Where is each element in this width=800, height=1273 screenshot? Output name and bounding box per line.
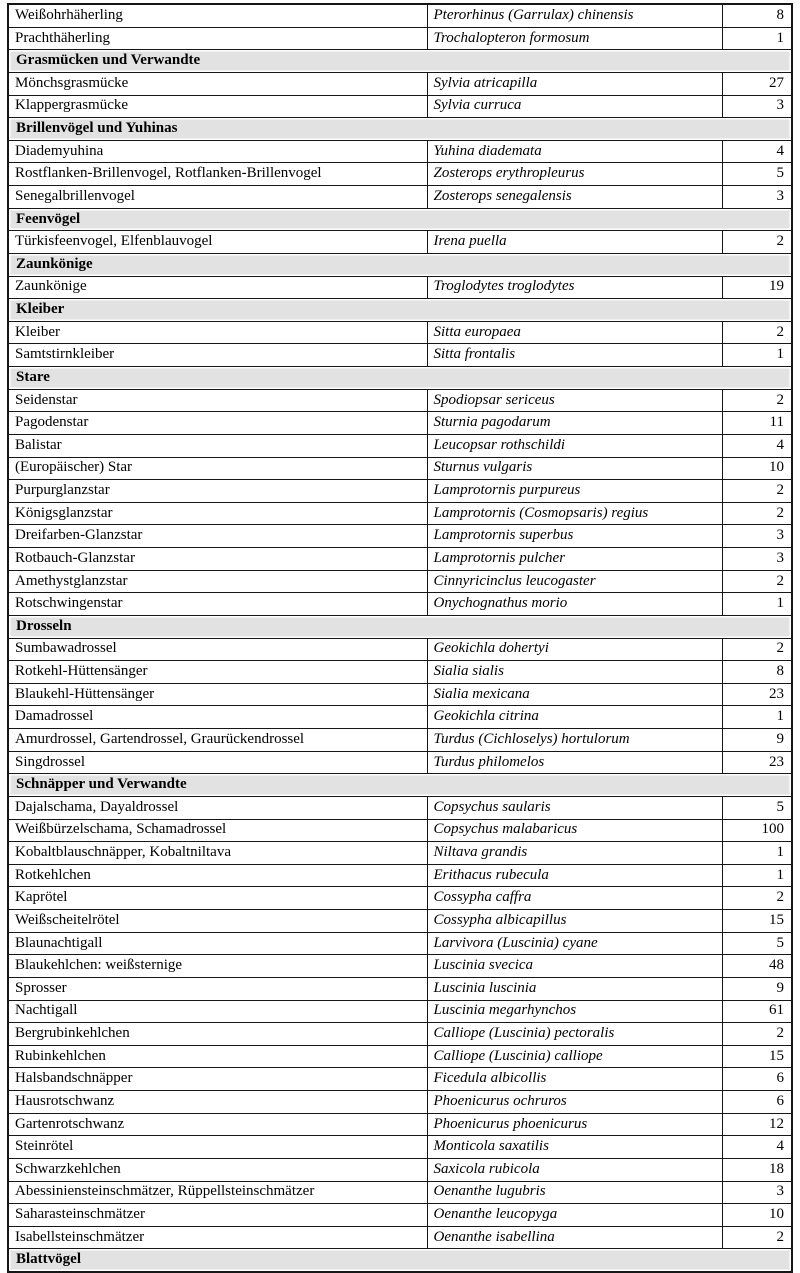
- table-row: [8, 548, 792, 571]
- table-row: [8, 1181, 792, 1204]
- section-header-label: Grasmücken und Verwandte: [8, 50, 792, 73]
- scientific-name-cell: Lamprotornis pulcher: [427, 548, 722, 571]
- scientific-name-cell: Larvivora (Luscinia) cyane: [427, 932, 722, 955]
- section-header-label: Schnäpper und Verwandte: [8, 774, 792, 797]
- section-header-row: [8, 367, 792, 390]
- table-row: [8, 932, 792, 955]
- scientific-name-cell: Zosterops senegalensis: [427, 186, 722, 209]
- count-cell: 2: [722, 638, 792, 661]
- german-name-cell: Kaprötel: [8, 887, 427, 910]
- german-name-cell: Rotbauch-Glanzstar: [8, 548, 427, 571]
- section-header-row: [8, 1249, 792, 1272]
- scientific-name-cell: Lamprotornis (Cosmopsaris) regius: [427, 502, 722, 525]
- scientific-name-cell: Calliope (Luscinia) calliope: [427, 1045, 722, 1068]
- count-cell: 2: [722, 1023, 792, 1046]
- scientific-name-cell: Yuhina diademata: [427, 140, 722, 163]
- german-name-cell: Zaunkönige: [8, 276, 427, 299]
- count-cell: 5: [722, 932, 792, 955]
- table-row: [8, 163, 792, 186]
- count-cell: 18: [722, 1158, 792, 1181]
- count-cell: 8: [722, 4, 792, 27]
- scientific-name-cell: Phoenicurus ochruros: [427, 1091, 722, 1114]
- german-name-cell: Balistar: [8, 434, 427, 457]
- german-name-cell: Blaukehl-Hüttensänger: [8, 683, 427, 706]
- count-cell: 6: [722, 1068, 792, 1091]
- table-row: [8, 186, 792, 209]
- scientific-name-cell: Sitta europaea: [427, 321, 722, 344]
- count-cell: 1: [722, 842, 792, 865]
- scientific-name-cell: Sturnus vulgaris: [427, 457, 722, 480]
- scientific-name-cell: Monticola saxatilis: [427, 1136, 722, 1159]
- german-name-cell: Singdrossel: [8, 751, 427, 774]
- table-row: [8, 1091, 792, 1114]
- german-name-cell: Amurdrossel, Gartendrossel, Graurückendrossel: [8, 729, 427, 752]
- count-cell: 2: [722, 1226, 792, 1249]
- german-name-cell: Abessiniensteinschmätzer, Rüppellsteinschmätzer: [8, 1181, 427, 1204]
- count-cell: 19: [722, 276, 792, 299]
- table-row: [8, 457, 792, 480]
- scientific-name-cell: Lamprotornis purpureus: [427, 480, 722, 503]
- scientific-name-cell: Oenanthe lugubris: [427, 1181, 722, 1204]
- section-header-label: Drosseln: [8, 615, 792, 638]
- german-name-cell: Damadrossel: [8, 706, 427, 729]
- german-name-cell: Kleiber: [8, 321, 427, 344]
- count-cell: 23: [722, 751, 792, 774]
- count-cell: 2: [722, 389, 792, 412]
- count-cell: 11: [722, 412, 792, 435]
- table-row: [8, 706, 792, 729]
- count-cell: 8: [722, 661, 792, 684]
- table-row: [8, 525, 792, 548]
- scientific-name-cell: Geokichla citrina: [427, 706, 722, 729]
- count-cell: 2: [722, 502, 792, 525]
- scientific-name-cell: Luscinia svecica: [427, 955, 722, 978]
- count-cell: 27: [722, 72, 792, 95]
- table-row: [8, 231, 792, 254]
- section-header-label: Zaunkönige: [8, 253, 792, 276]
- scientific-name-cell: Cinnyricinclus leucogaster: [427, 570, 722, 593]
- scientific-name-cell: Zosterops erythropleurus: [427, 163, 722, 186]
- scientific-name-cell: Pterorhinus (Garrulax) chinensis: [427, 4, 722, 27]
- count-cell: 2: [722, 321, 792, 344]
- scientific-name-cell: Ficedula albicollis: [427, 1068, 722, 1091]
- count-cell: 15: [722, 1045, 792, 1068]
- table-row: [8, 1000, 792, 1023]
- species-table: [7, 3, 793, 1273]
- scientific-name-cell: Copsychus saularis: [427, 796, 722, 819]
- scientific-name-cell: Geokichla dohertyi: [427, 638, 722, 661]
- count-cell: 10: [722, 1204, 792, 1227]
- german-name-cell: Dajalschama, Dayaldrossel: [8, 796, 427, 819]
- scientific-name-cell: Leucopsar rothschildi: [427, 434, 722, 457]
- count-cell: 4: [722, 140, 792, 163]
- table-row: [8, 977, 792, 1000]
- section-header-row: [8, 615, 792, 638]
- count-cell: 4: [722, 1136, 792, 1159]
- scientific-name-cell: Phoenicurus phoenicurus: [427, 1113, 722, 1136]
- scientific-name-cell: Sylvia atricapilla: [427, 72, 722, 95]
- german-name-cell: Klappergrasmücke: [8, 95, 427, 118]
- table-row: [8, 502, 792, 525]
- count-cell: 5: [722, 163, 792, 186]
- section-header-row: [8, 208, 792, 231]
- table-row: [8, 4, 792, 27]
- table-row: [8, 344, 792, 367]
- table-row: [8, 661, 792, 684]
- scientific-name-cell: Cossypha albicapillus: [427, 910, 722, 933]
- table-row: [8, 1045, 792, 1068]
- table-row: [8, 1136, 792, 1159]
- count-cell: 48: [722, 955, 792, 978]
- table-row: [8, 72, 792, 95]
- table-row: [8, 819, 792, 842]
- scientific-name-cell: Sturnia pagodarum: [427, 412, 722, 435]
- german-name-cell: Blaunachtigall: [8, 932, 427, 955]
- german-name-cell: Diademyuhina: [8, 140, 427, 163]
- table-row: [8, 593, 792, 616]
- table-row: [8, 412, 792, 435]
- scientific-name-cell: Luscinia megarhynchos: [427, 1000, 722, 1023]
- scientific-name-cell: Trochalopteron formosum: [427, 27, 722, 50]
- table-row: [8, 1023, 792, 1046]
- german-name-cell: Blaukehlchen: weißsternige: [8, 955, 427, 978]
- count-cell: 3: [722, 525, 792, 548]
- section-header-row: [8, 774, 792, 797]
- table-row: [8, 796, 792, 819]
- german-name-cell: Samtstirnkleiber: [8, 344, 427, 367]
- count-cell: 2: [722, 480, 792, 503]
- scientific-name-cell: Calliope (Luscinia) pectoralis: [427, 1023, 722, 1046]
- count-cell: 3: [722, 95, 792, 118]
- german-name-cell: Schwarzkehlchen: [8, 1158, 427, 1181]
- german-name-cell: Saharasteinschmätzer: [8, 1204, 427, 1227]
- german-name-cell: Isabellsteinschmätzer: [8, 1226, 427, 1249]
- table-row: [8, 638, 792, 661]
- count-cell: 15: [722, 910, 792, 933]
- german-name-cell: Mönchsgrasmücke: [8, 72, 427, 95]
- section-header-label: Kleiber: [8, 299, 792, 322]
- german-name-cell: Senegalbrillenvogel: [8, 186, 427, 209]
- german-name-cell: Rotkehl-Hüttensänger: [8, 661, 427, 684]
- german-name-cell: Purpurglanzstar: [8, 480, 427, 503]
- german-name-cell: Königsglanzstar: [8, 502, 427, 525]
- german-name-cell: Rotschwingenstar: [8, 593, 427, 616]
- scientific-name-cell: Spodiopsar sericeus: [427, 389, 722, 412]
- table-row: [8, 910, 792, 933]
- scientific-name-cell: Oenanthe leucopyga: [427, 1204, 722, 1227]
- section-header-label: Feenvögel: [8, 208, 792, 231]
- scientific-name-cell: Onychognathus morio: [427, 593, 722, 616]
- scientific-name-cell: Niltava grandis: [427, 842, 722, 865]
- german-name-cell: (Europäischer) Star: [8, 457, 427, 480]
- table-row: [8, 1226, 792, 1249]
- table-row: [8, 570, 792, 593]
- german-name-cell: Hausrotschwanz: [8, 1091, 427, 1114]
- table-row: [8, 276, 792, 299]
- german-name-cell: Weißscheitelrötel: [8, 910, 427, 933]
- section-header-label: Brillenvögel und Yuhinas: [8, 118, 792, 141]
- german-name-cell: Sumbawadrossel: [8, 638, 427, 661]
- table-row: [8, 864, 792, 887]
- german-name-cell: Dreifarben-Glanzstar: [8, 525, 427, 548]
- count-cell: 2: [722, 887, 792, 910]
- table-row: [8, 1158, 792, 1181]
- table-row: [8, 389, 792, 412]
- scientific-name-cell: Erithacus rubecula: [427, 864, 722, 887]
- german-name-cell: Amethystglanzstar: [8, 570, 427, 593]
- count-cell: 1: [722, 864, 792, 887]
- count-cell: 1: [722, 593, 792, 616]
- german-name-cell: Rotkehlchen: [8, 864, 427, 887]
- table-row: [8, 321, 792, 344]
- count-cell: 100: [722, 819, 792, 842]
- german-name-cell: Weißbürzelschama, Schamadrossel: [8, 819, 427, 842]
- table-row: [8, 434, 792, 457]
- german-name-cell: Türkisfeenvogel, Elfenblauvogel: [8, 231, 427, 254]
- german-name-cell: Gartenrotschwanz: [8, 1113, 427, 1136]
- scientific-name-cell: Sialia sialis: [427, 661, 722, 684]
- scientific-name-cell: Irena puella: [427, 231, 722, 254]
- section-header-row: [8, 253, 792, 276]
- table-row: [8, 95, 792, 118]
- count-cell: 9: [722, 977, 792, 1000]
- german-name-cell: Halsbandschnäpper: [8, 1068, 427, 1091]
- count-cell: 9: [722, 729, 792, 752]
- table-row: [8, 1068, 792, 1091]
- scientific-name-cell: Sylvia curruca: [427, 95, 722, 118]
- count-cell: 61: [722, 1000, 792, 1023]
- count-cell: 23: [722, 683, 792, 706]
- scientific-name-cell: Oenanthe isabellina: [427, 1226, 722, 1249]
- scientific-name-cell: Troglodytes troglodytes: [427, 276, 722, 299]
- count-cell: 3: [722, 186, 792, 209]
- table-row: [8, 751, 792, 774]
- section-header-label: Stare: [8, 367, 792, 390]
- table-row: [8, 1204, 792, 1227]
- table-row: [8, 683, 792, 706]
- scientific-name-cell: Copsychus malabaricus: [427, 819, 722, 842]
- table-row: [8, 842, 792, 865]
- section-header-row: [8, 299, 792, 322]
- count-cell: 3: [722, 1181, 792, 1204]
- german-name-cell: Kobaltblauschnäpper, Kobaltniltava: [8, 842, 427, 865]
- scientific-name-cell: Lamprotornis superbus: [427, 525, 722, 548]
- scientific-name-cell: Sitta frontalis: [427, 344, 722, 367]
- scientific-name-cell: Saxicola rubicola: [427, 1158, 722, 1181]
- german-name-cell: Bergrubinkehlchen: [8, 1023, 427, 1046]
- species-table-body: [8, 4, 792, 1272]
- scientific-name-cell: Cossypha caffra: [427, 887, 722, 910]
- scientific-name-cell: Turdus philomelos: [427, 751, 722, 774]
- count-cell: 10: [722, 457, 792, 480]
- table-row: [8, 955, 792, 978]
- count-cell: 1: [722, 706, 792, 729]
- german-name-cell: Steinrötel: [8, 1136, 427, 1159]
- german-name-cell: Prachthäherling: [8, 27, 427, 50]
- table-row: [8, 729, 792, 752]
- german-name-cell: Nachtigall: [8, 1000, 427, 1023]
- count-cell: 12: [722, 1113, 792, 1136]
- scientific-name-cell: Turdus (Cichloselys) hortulorum: [427, 729, 722, 752]
- count-cell: 2: [722, 231, 792, 254]
- count-cell: 1: [722, 27, 792, 50]
- table-row: [8, 140, 792, 163]
- section-header-row: [8, 50, 792, 73]
- count-cell: 1: [722, 344, 792, 367]
- scientific-name-cell: Luscinia luscinia: [427, 977, 722, 1000]
- count-cell: 6: [722, 1091, 792, 1114]
- count-cell: 3: [722, 548, 792, 571]
- german-name-cell: Rubinkehlchen: [8, 1045, 427, 1068]
- count-cell: 4: [722, 434, 792, 457]
- count-cell: 5: [722, 796, 792, 819]
- german-name-cell: Seidenstar: [8, 389, 427, 412]
- count-cell: 2: [722, 570, 792, 593]
- german-name-cell: Rostflanken-Brillenvogel, Rotflanken-Brillenvogel: [8, 163, 427, 186]
- scientific-name-cell: Sialia mexicana: [427, 683, 722, 706]
- table-row: [8, 27, 792, 50]
- section-header-row: [8, 118, 792, 141]
- german-name-cell: Pagodenstar: [8, 412, 427, 435]
- table-row: [8, 1113, 792, 1136]
- section-header-label: Blattvögel: [8, 1249, 792, 1272]
- table-row: [8, 480, 792, 503]
- table-row: [8, 887, 792, 910]
- german-name-cell: Weißohrhäherling: [8, 4, 427, 27]
- german-name-cell: Sprosser: [8, 977, 427, 1000]
